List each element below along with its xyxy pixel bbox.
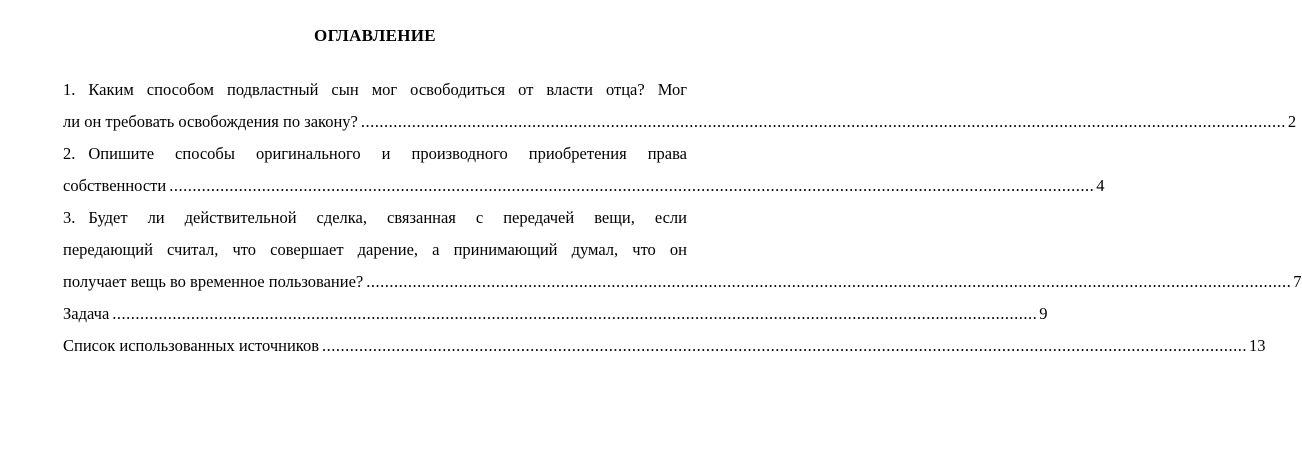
toc-entry-4-line-1 bbox=[63, 298, 1048, 330]
toc-entry-4-leader-dots: ........................................................................................................................................................................................................ bbox=[112, 304, 1038, 323]
toc-entry-1-page-number: 2 bbox=[1287, 112, 1297, 131]
toc-title: ОГЛАВЛЕНИЕ bbox=[314, 26, 436, 45]
toc-entry-1-line-2 bbox=[63, 106, 1297, 138]
toc-entry-5-text: Список использованных источников bbox=[63, 336, 319, 355]
toc-entry-3[interactable] bbox=[63, 202, 1302, 298]
toc-entry-4-page-number: 9 bbox=[1039, 304, 1048, 323]
toc-entry-2-line-1 bbox=[63, 138, 687, 170]
toc-entry-5[interactable] bbox=[63, 330, 1266, 362]
toc-entry-5-leader-dots: ........................................................................................................................................................................................................ bbox=[322, 336, 1247, 355]
toc-entry-4[interactable] bbox=[63, 298, 1048, 330]
document-page bbox=[63, 24, 1302, 362]
toc-entry-2-page-number: 4 bbox=[1096, 176, 1105, 195]
toc-entry-3-line-1 bbox=[63, 202, 687, 234]
toc-entry-3-number: 3. bbox=[63, 208, 76, 227]
toc-entry-2-line-2 bbox=[63, 170, 1105, 202]
toc-entry-3-text: Будет ли действительной сделка, связанная с передачей вещи, если bbox=[88, 208, 687, 227]
toc-entry-5-page-number: 13 bbox=[1249, 336, 1266, 355]
toc-entry-1-line-1 bbox=[63, 74, 687, 106]
toc-entry-1-text: Каким способом подвластный сын мог освободиться от власти отца? Мог bbox=[88, 80, 687, 99]
toc-entry-3-line-3 bbox=[63, 266, 1302, 298]
toc-entry-3-continuation: получает вещь во временное пользование? bbox=[63, 272, 364, 291]
toc-entry-1-number: 1. bbox=[63, 80, 76, 99]
toc-entry-1[interactable] bbox=[63, 74, 1297, 138]
toc-entry-3-line-2: передающий считал, что совершает дарение, а принимающий думал, что он bbox=[63, 240, 687, 259]
toc-entry-2-number: 2. bbox=[63, 144, 76, 163]
toc-entry-3-leader-dots: ........................................................................................................................................................................................................ bbox=[366, 272, 1292, 291]
toc-entry-1-continuation: ли он требовать освобождения по закону? bbox=[63, 112, 358, 131]
toc-entry-2-leader-dots: ........................................................................................................................................................................................................ bbox=[169, 176, 1095, 195]
toc-entry-3-page-number: 7 bbox=[1293, 272, 1302, 291]
toc-entry-2-continuation: собственности bbox=[63, 176, 167, 195]
toc-entry-2-text: Опишите способы оригинального и производного приобретения права bbox=[88, 144, 687, 163]
toc-entry-1-leader-dots: ........................................................................................................................................................................................................ bbox=[360, 112, 1286, 131]
toc-entry-4-text: Задача bbox=[63, 304, 110, 323]
toc-entry-5-line-1 bbox=[63, 330, 1266, 362]
toc-entry-2[interactable] bbox=[63, 138, 1105, 202]
